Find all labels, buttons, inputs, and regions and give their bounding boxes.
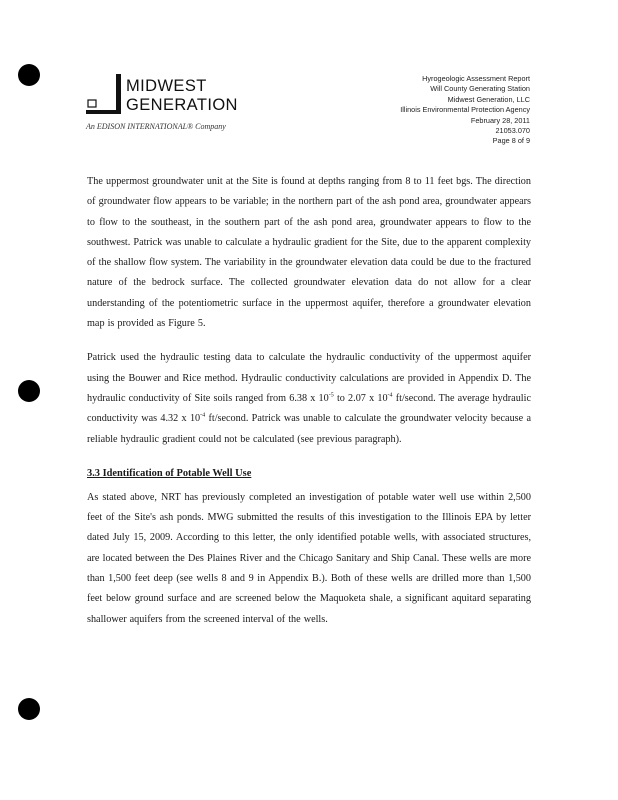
report-header-block xyxy=(400,74,530,147)
logo-tagline: An EDISON INTERNATIONAL® Company xyxy=(86,122,226,131)
paragraph-hydraulic-conductivity xyxy=(87,348,531,449)
header-station: Will County Generating Station xyxy=(430,84,530,94)
header-report-title: Hyrogeologic Assessment Report xyxy=(422,74,530,83)
para2-text-b: to 2.07 x 10 xyxy=(333,392,388,404)
paragraph-potable-well-use: As stated above, NRT has previously completed an investigation of potable water well use within 2,500 feet of the Site's ash ponds. MWG submitted the results of this investigation to the Illinois EPA by letter dated July 15, 2009. According to this letter, the only identified potable wells, with associated structures, are located between the Des Plaines River and the Chicago Sanitary and Ship Canal. These wells are more than 1,500 feet deep (see wells 8 and 9 in Appendix B.). Both of these wells are drilled more than 1,500 feet below ground surface and are screened below the Maquoketa shale, a significant aquitard separating shallower aquifers from the screened interval of the wells. xyxy=(87,491,531,625)
logo-text-midwest: MIDWEST xyxy=(126,77,207,95)
punch-hole-bottom xyxy=(18,698,40,720)
section-heading-potable-well-use: 3.3 Identification of Potable Well Use xyxy=(87,467,252,479)
document-body xyxy=(87,172,531,630)
para2-text-a: Patrick used the hydraulic testing data to calculate the hydraulic conductivity of the uppermost aquifer using the Bouwer and Rice method. Hydraulic conductivity calculations are provided in Appendix D. The hydraulic conductivity of Site soils ranged from 6.38 x 10 xyxy=(87,352,531,404)
punch-hole-top xyxy=(18,64,40,86)
logo-text-generation: GENERATION xyxy=(126,96,238,114)
punch-hole-middle xyxy=(18,380,40,402)
para2-exponent-1: -5 xyxy=(328,392,334,399)
para2-text-d: ft/second. Patrick was unable to calculate the groundwater velocity because a reliable hydraulic gradient could not be calculated (see previous paragraph). xyxy=(87,413,531,445)
header-date: February 28, 2011 xyxy=(470,115,530,125)
para2-exponent-2: -4 xyxy=(387,392,393,399)
header-agency: Illinois Environmental Protection Agency xyxy=(400,105,530,115)
company-logo xyxy=(86,66,256,136)
para2-text-c: ft/second. The average hydraulic conductivity was 4.32 x 10 xyxy=(87,392,531,425)
header-project-number: 21053.070 xyxy=(495,126,530,136)
para2-exponent-3: -4 xyxy=(200,412,206,419)
header-page-number: Page 8 of 9 xyxy=(492,136,530,146)
paragraph-groundwater-flow: The uppermost groundwater unit at the Site is found at depths ranging from 8 to 11 feet bgs. The direction of groundwater flow appears to be variable; in the northern part of the ash pond area, groundwater appears to flow to the southeast, in the southern part of the ash pond area, groundwater appears to flow to the southwest. Patrick was unable to calculate a hydraulic gradient for the Site, due to the apparent complexity of the shallow flow system. The variability in the groundwater elevation data could be due to the fractured nature of the bedrock surface. The collected groundwater elevation data do not allow for a clear understanding of the potentiometric surface in the uppermost aquifer, therefore a groundwater elevation map is provided as Figure 5. xyxy=(87,176,531,330)
midwest-generation-logo-mark-icon xyxy=(86,74,124,118)
header-company: Midwest Generation, LLC xyxy=(447,94,530,104)
